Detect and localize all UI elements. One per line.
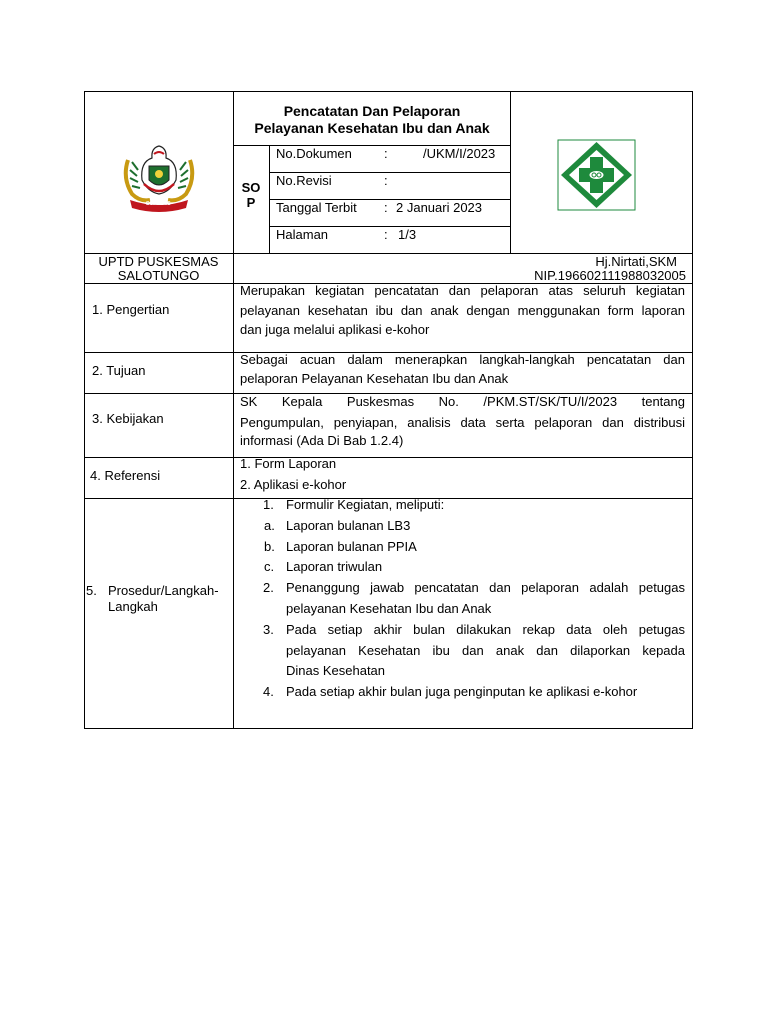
org-name-line1: UPTD PUSKESMAS <box>98 254 219 269</box>
kebijakan-text-line2: Pengumpulan, penyiapan, analisis data serta pelaporan dan distribusi <box>240 415 685 430</box>
field-value-tanggal-terbit: 2 Januari 2023 <box>396 200 483 215</box>
section-label-referensi: 4. Referensi <box>90 468 161 483</box>
section-label-pengertian: 1. Pengertian <box>92 302 170 317</box>
tujuan-text-line2: pelaporan Pelayanan Kesehatan Ibu dan Anak <box>240 371 509 386</box>
field-sep: : <box>384 227 388 242</box>
signer-nip: NIP.196602111988032005 <box>534 268 686 283</box>
pengertian-text-line1: Merupakan kegiatan pencatatan dan pelaporan atas seluruh kegiatan <box>240 283 685 298</box>
pengertian-text-line3: dan juga melalui aplikasi e-kohor <box>240 322 430 337</box>
section-label-kebijakan: 3. Kebijakan <box>92 411 164 426</box>
field-label-no-revisi: No.Revisi <box>276 173 332 188</box>
section-label-prosedur-line2: Langkah <box>108 599 158 614</box>
step-number: 1. <box>263 497 274 512</box>
step-text: Laporan bulanan LB3 <box>286 518 411 533</box>
step-number: a. <box>264 518 275 533</box>
step-text: Dinas Kesehatan <box>286 663 386 678</box>
section-label-prosedur-line1: Prosedur/Langkah- <box>108 583 219 598</box>
health-cross-logo <box>557 139 636 211</box>
sop-label-line1: SO <box>241 180 261 195</box>
kebijakan-text-line3: informasi (Ada Di Bab 1.2.4) <box>240 433 404 448</box>
step-text: Pada setiap akhir bulan juga penginputan ke aplikasi e-kohor <box>286 684 638 699</box>
org-name-line2: SALOTUNGO <box>117 268 200 283</box>
tujuan-text-line1: Sebagai acuan dalam menerapkan langkah-langkah pencatatan dan <box>240 352 685 367</box>
section-label-tujuan: 2. Tujuan <box>92 363 146 378</box>
logo-banner-text: SOPPENG <box>146 201 171 207</box>
section-number-prosedur: 5. <box>86 583 97 598</box>
regency-emblem-logo <box>120 140 198 212</box>
field-label-halaman: Halaman <box>276 227 329 242</box>
step-text: Penanggung jawab pencatatan dan pelaporan adalah petugas <box>286 580 685 595</box>
field-label-tanggal-terbit: Tanggal Terbit <box>276 200 357 215</box>
field-sep: : <box>384 200 388 215</box>
referensi-item-2: 2. Aplikasi e-kohor <box>240 477 347 492</box>
step-text: pelayanan Kesehatan Ibu dan Anak <box>286 601 492 616</box>
step-number: b. <box>264 539 275 554</box>
document-title-line2: Pelayanan Kesehatan Ibu dan Anak <box>254 120 490 136</box>
step-number: c. <box>264 559 275 574</box>
step-number: 3. <box>263 622 274 637</box>
signer-name: Hj.Nirtati,SKM <box>595 254 677 269</box>
pengertian-text-line2: pelayanan kesehatan ibu dan anak dengan menggunakan form laporan <box>240 303 685 318</box>
step-number: 4. <box>263 684 274 699</box>
step-number: 2. <box>263 580 274 595</box>
step-text: Formulir Kegiatan, meliputi: <box>286 497 445 512</box>
field-label-no-dokumen: No.Dokumen <box>276 146 352 161</box>
sop-label-line2: P <box>246 195 256 210</box>
step-text: Laporan triwulan <box>286 559 383 574</box>
step-text: pelayanan Kesehatan ibu dan anak dan dilaporkan kepada <box>286 643 685 658</box>
referensi-item-1: 1. Form Laporan <box>240 456 337 471</box>
field-sep: : <box>384 173 388 188</box>
step-text: Pada setiap akhir bulan dilakukan rekap data oleh petugas <box>286 622 685 637</box>
document-title-line1: Pencatatan Dan Pelaporan <box>283 103 461 119</box>
field-sep: : <box>384 146 388 161</box>
step-text: Laporan bulanan PPIA <box>286 539 417 554</box>
field-value-no-dokumen: /UKM/I/2023 <box>423 146 496 161</box>
kebijakan-text-line1: SK Kepala Puskesmas No. /PKM.ST/SK/TU/I/2023 tentang <box>240 394 685 409</box>
field-value-halaman: 1/3 <box>398 227 417 242</box>
